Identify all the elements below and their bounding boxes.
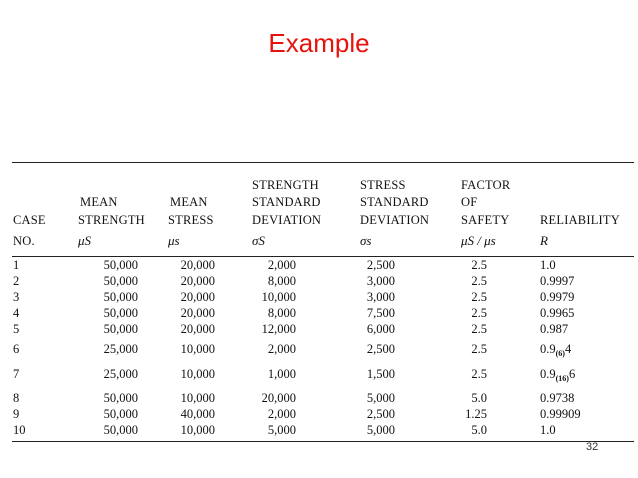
cell-ms: 25,000 <box>103 367 138 381</box>
header-case-2: NO. <box>13 234 35 248</box>
reliability-base: 0.9 <box>540 367 556 381</box>
header-mean-strength-1: MEAN <box>80 195 118 209</box>
slide-title: Example <box>268 28 370 58</box>
cell-ms: 50,000 <box>103 322 138 336</box>
symbol-fos: μS / μs <box>461 233 496 248</box>
cell-fos: 2.5 <box>471 274 487 288</box>
symbol-reliability: R <box>540 233 548 248</box>
cell-stsd: 5,000 <box>366 423 395 437</box>
cell-fos: 2.5 <box>471 258 487 272</box>
symbol-strength-sd: σS <box>252 233 265 248</box>
cell-ms: 50,000 <box>103 423 138 437</box>
header-stress-sd-2: STANDARD <box>360 195 429 209</box>
reliability-nines-count: (6) <box>555 349 565 358</box>
cell-ms: 50,000 <box>103 407 138 421</box>
cell-mst: 10,000 <box>180 342 215 356</box>
table-header-rule <box>12 256 634 257</box>
cell-ssd: 10,000 <box>261 290 296 304</box>
cell-ssd: 20,000 <box>261 391 296 405</box>
cell-case: 2 <box>13 274 20 288</box>
header-reliability: RELIABILITY <box>540 213 620 227</box>
cell-case: 10 <box>13 423 26 437</box>
header-stress-sd-3: DEVIATION <box>360 213 430 227</box>
cell-r: 0.9738 <box>540 391 575 405</box>
cell-fos: 5.0 <box>471 423 487 437</box>
cell-stsd: 7,500 <box>366 306 395 320</box>
cell-ms: 50,000 <box>103 290 138 304</box>
cell-case: 3 <box>13 290 20 304</box>
header-strength-sd-1: STRENGTH <box>252 178 319 192</box>
cell-fos: 5.0 <box>471 391 487 405</box>
header-mean-strength-2: STRENGTH <box>78 213 145 227</box>
cell-r: 0.9979 <box>540 290 575 304</box>
cell-ssd: 2,000 <box>267 342 296 356</box>
cell-ms: 50,000 <box>103 274 138 288</box>
cell-mst: 10,000 <box>180 391 215 405</box>
cell-ssd: 2,000 <box>267 258 296 272</box>
cell-ssd: 8,000 <box>267 274 296 288</box>
cell-fos: 2.5 <box>471 306 487 320</box>
cell-ssd: 2,000 <box>267 407 296 421</box>
cell-r <box>540 367 575 383</box>
reliability-nines-count: (16) <box>555 374 569 383</box>
header-fos-3: SAFETY <box>461 213 510 227</box>
cell-stsd: 3,000 <box>366 290 395 304</box>
header-mean-stress-1: MEAN <box>170 195 208 209</box>
reliability-tail-digit: 4 <box>564 342 572 356</box>
symbol-stress-sd: σs <box>360 233 372 248</box>
header-case-1: CASE <box>13 213 46 227</box>
cell-ssd: 5,000 <box>267 423 296 437</box>
cell-fos: 2.5 <box>471 342 487 356</box>
cell-case: 7 <box>13 367 20 381</box>
cell-stsd: 2,500 <box>366 258 395 272</box>
cell-ms: 50,000 <box>103 258 138 272</box>
cell-ms: 50,000 <box>103 306 138 320</box>
cell-case: 4 <box>13 306 20 320</box>
cell-stsd: 1,500 <box>366 367 395 381</box>
header-stress-sd-1: STRESS <box>360 178 406 192</box>
cell-mst: 20,000 <box>180 274 215 288</box>
cell-r: 0.987 <box>540 322 569 336</box>
cell-stsd: 5,000 <box>366 391 395 405</box>
cell-r <box>540 342 571 358</box>
cell-fos: 2.5 <box>471 290 487 304</box>
header-mean-stress-2: STRESS <box>168 213 214 227</box>
table-bottom-rule <box>12 441 634 442</box>
cell-r: 0.9997 <box>540 274 575 288</box>
header-fos-2: OF <box>461 195 478 209</box>
cell-mst: 40,000 <box>180 407 215 421</box>
cell-fos: 2.5 <box>471 322 487 336</box>
header-strength-sd-3: DEVIATION <box>252 213 322 227</box>
cell-ms: 25,000 <box>103 342 138 356</box>
cell-case: 5 <box>13 322 20 336</box>
reliability-base: 0.9 <box>540 342 556 356</box>
cell-stsd: 2,500 <box>366 342 395 356</box>
cell-case: 8 <box>13 391 20 405</box>
cell-ssd: 1,000 <box>267 367 296 381</box>
cell-r: 0.9965 <box>540 306 575 320</box>
page-number: 32 <box>586 441 599 453</box>
cell-ssd: 8,000 <box>267 306 296 320</box>
cell-mst: 20,000 <box>180 322 215 336</box>
cell-r: 0.99909 <box>540 407 581 421</box>
reliability-tail-digit: 6 <box>568 367 576 381</box>
cell-mst: 20,000 <box>180 258 215 272</box>
cell-r: 1.0 <box>540 258 556 272</box>
cell-case: 6 <box>13 342 20 356</box>
cell-mst: 10,000 <box>180 367 215 381</box>
cell-stsd: 2,500 <box>366 407 395 421</box>
cell-case: 9 <box>13 407 20 421</box>
cell-mst: 20,000 <box>180 306 215 320</box>
cell-stsd: 6,000 <box>366 322 395 336</box>
cell-ssd: 12,000 <box>261 322 296 336</box>
cell-fos: 1.25 <box>465 407 487 421</box>
header-fos-1: FACTOR <box>461 178 511 192</box>
cell-mst: 10,000 <box>180 423 215 437</box>
table-top-rule <box>12 162 634 163</box>
cell-case: 1 <box>13 258 20 272</box>
header-strength-sd-2: STANDARD <box>252 195 321 209</box>
cell-fos: 2.5 <box>471 367 487 381</box>
symbol-mean-strength: μS <box>78 233 92 248</box>
cell-r: 1.0 <box>540 423 556 437</box>
cell-ms: 50,000 <box>103 391 138 405</box>
cell-stsd: 3,000 <box>366 274 395 288</box>
symbol-mean-stress: μs <box>168 233 180 248</box>
cell-mst: 20,000 <box>180 290 215 304</box>
